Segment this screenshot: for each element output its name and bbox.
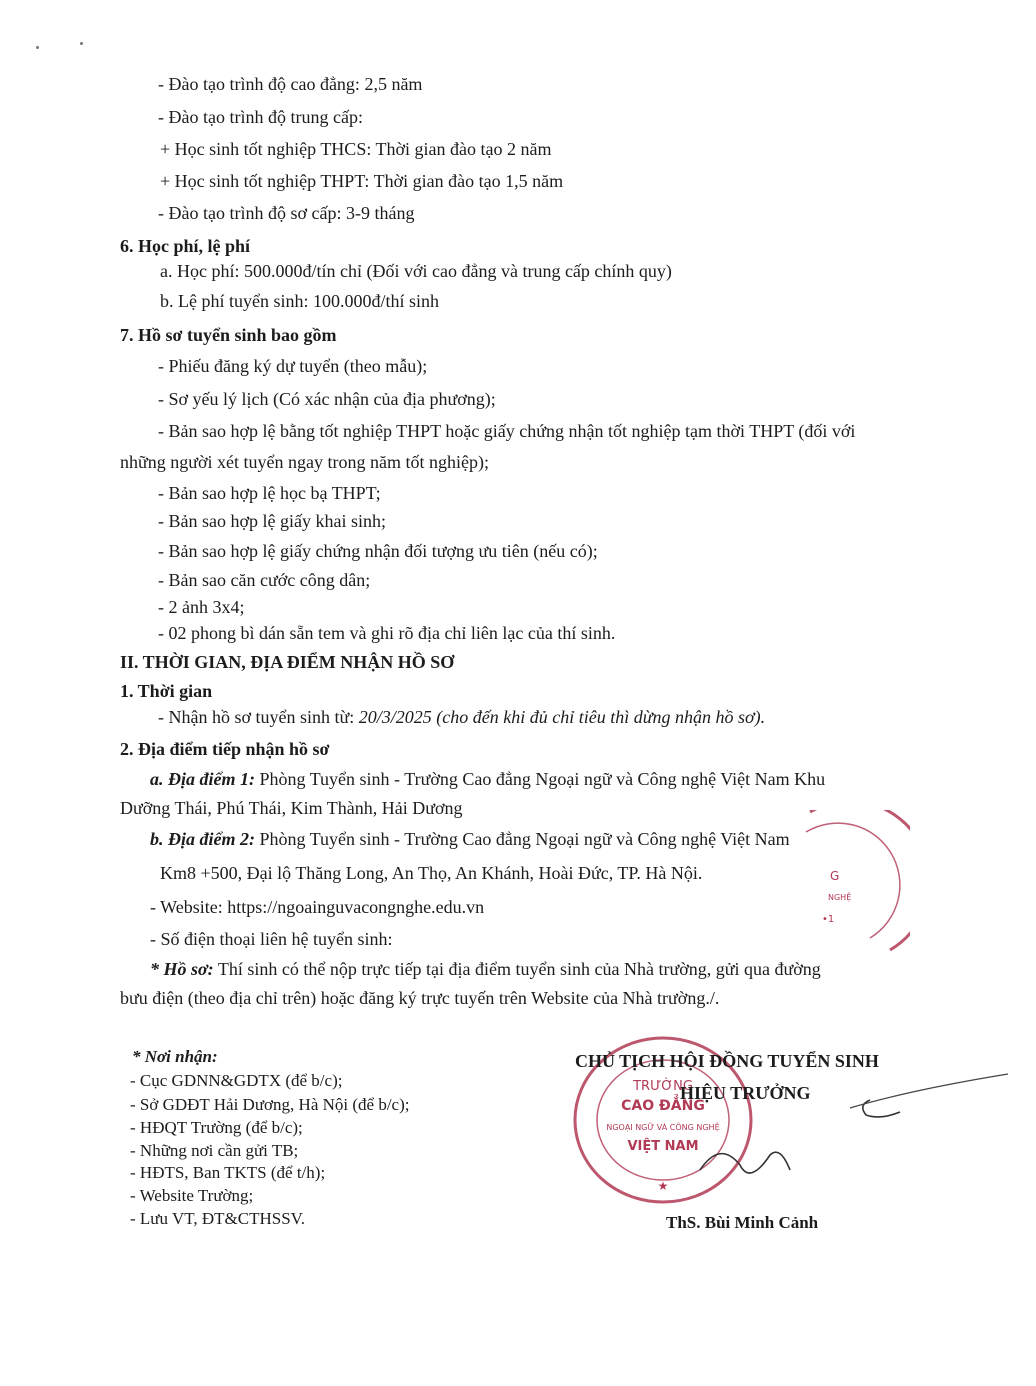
signer-name: ThS. Bùi Minh Cảnh xyxy=(666,1213,819,1232)
document-line: - Bản sao hợp lệ giấy chứng nhận đối tượng ưu tiên (nếu có); xyxy=(158,541,598,561)
document-line: - 2 ảnh 3x4; xyxy=(158,597,245,617)
svg-text:G: G xyxy=(830,869,840,883)
fee-line: b. Lệ phí tuyển sinh: 100.000đ/thí sinh xyxy=(160,291,439,311)
recipient-item: - HĐQT Trường (để b/c); xyxy=(130,1118,303,1137)
recipient-item: - Sở GDĐT Hải Dương, Hà Nội (để b/c); xyxy=(130,1095,410,1114)
seal-text: TRƯỜNG xyxy=(633,1079,693,1094)
svg-text:★: ★ xyxy=(657,1179,669,1193)
time-value: 20/3/2025 (cho đến khi đủ chỉ tiêu thì dừng nhận hồ sơ). xyxy=(358,707,766,727)
place2-text: Phòng Tuyển sinh - Trường Cao đẳng Ngoại ngữ và Công nghệ Việt Nam xyxy=(255,829,790,849)
time-prefix: - Nhận hồ sơ tuyển sinh từ: xyxy=(158,707,359,727)
document-line: - Bản sao hợp lệ học bạ THPT; xyxy=(158,483,381,503)
signature-title-1: CHỦ TỊCH HỘI ĐỒNG TUYỂN SINH xyxy=(575,1051,879,1071)
recipient-item: - Website Trường; xyxy=(130,1186,254,1205)
place2-line xyxy=(150,828,790,850)
fee-line: a. Học phí: 500.000đ/tín chỉ (Đối với cao đẳng và trung cấp chính quy) xyxy=(160,261,672,281)
document-line: - 02 phong bì dán sẵn tem và ghi rõ địa chỉ liên lạc của thí sinh. xyxy=(158,623,616,643)
handwritten-signature xyxy=(690,1060,1010,1200)
website-line: - Website: https://ngoainguvacongnghe.edu.vn xyxy=(150,897,485,917)
document-line: - Bản sao hợp lệ giấy khai sinh; xyxy=(158,511,386,531)
recipient-item: - Những nơi cần gửi TB; xyxy=(130,1141,299,1160)
document-line: - Bản sao hợp lệ bằng tốt nghiệp THPT hoặc giấy chứng nhận tốt nghiệp tạm thời THPT (đối với xyxy=(158,421,856,441)
document-line: - Phiếu đăng ký dự tuyển (theo mẫu); xyxy=(158,356,428,376)
signature-title-2: HIỆU TRƯỞNG xyxy=(680,1083,811,1103)
phone-line: - Số điện thoại liên hệ tuyển sinh: xyxy=(150,929,393,949)
place2-line2: Km8 +500, Đại lộ Thăng Long, An Thọ, An Khánh, Hoài Đức, TP. Hà Nội. xyxy=(160,863,703,883)
seal-text: NGOẠI NGỮ VÀ CÔNG NGHỆ xyxy=(606,1123,720,1132)
place2-label: b. Địa điểm 2: xyxy=(150,829,255,849)
fees-heading: 6. Học phí, lệ phí xyxy=(120,236,251,256)
recipient-item: - Lưu VT, ĐT&CTHSSV. xyxy=(130,1209,305,1228)
svg-text:•1: •1 xyxy=(822,914,835,925)
place1-text: Phòng Tuyển sinh - Trường Cao đẳng Ngoại ngữ và Công nghệ Việt Nam Khu xyxy=(255,769,826,789)
partial-seal-stamp xyxy=(800,810,910,960)
seal-text: VIỆT NAM xyxy=(627,1139,699,1154)
scan-speck xyxy=(80,42,83,45)
svg-text:NGHỆ: NGHỆ xyxy=(828,893,852,902)
note-label: * Hồ sơ: xyxy=(150,959,214,979)
training-line: - Đào tạo trình độ trung cấp: xyxy=(158,107,363,127)
scan-speck xyxy=(36,46,39,49)
training-line: - Đào tạo trình độ sơ cấp: 3-9 tháng xyxy=(158,203,415,223)
recipient-item: - Cục GDNN&GDTX (để b/c); xyxy=(130,1071,343,1090)
documents-heading: 7. Hồ sơ tuyển sinh bao gồm xyxy=(120,325,337,345)
place1-line xyxy=(150,768,825,790)
place1-line2: Dưỡng Thái, Phú Thái, Kim Thành, Hải Dương xyxy=(120,798,463,818)
document-line: những người xét tuyển ngay trong năm tốt nghiệp); xyxy=(120,452,489,472)
time-heading: 1. Thời gian xyxy=(120,681,213,701)
time-place-heading: II. THỜI GIAN, ĐỊA ĐIỂM NHẬN HỒ SƠ xyxy=(120,652,455,672)
place-heading: 2. Địa điểm tiếp nhận hồ sơ xyxy=(120,739,330,759)
time-line xyxy=(158,706,765,728)
training-line: - Đào tạo trình độ cao đẳng: 2,5 năm xyxy=(158,74,423,94)
note-text: Thí sinh có thể nộp trực tiếp tại địa điểm tuyển sinh của Nhà trường, gửi qua đường xyxy=(213,959,821,979)
document-line: - Bản sao căn cước công dân; xyxy=(158,570,371,590)
training-line: + Học sinh tốt nghiệp THCS: Thời gian đào tạo 2 năm xyxy=(160,139,552,159)
recipient-item: - HĐTS, Ban TKTS (để t/h); xyxy=(130,1163,326,1182)
note-line2: bưu điện (theo địa chỉ trên) hoặc đăng ký trực tuyến trên Website của Nhà trường./. xyxy=(120,988,720,1008)
training-line: + Học sinh tốt nghiệp THPT: Thời gian đào tạo 1,5 năm xyxy=(160,171,564,191)
note-line xyxy=(150,958,821,980)
place1-label: a. Địa điểm 1: xyxy=(150,769,255,789)
recipients-heading: * Nơi nhận: xyxy=(132,1047,218,1066)
seal-text: CAO ĐẲNG xyxy=(621,1098,705,1114)
document-line: - Sơ yếu lý lịch (Có xác nhận của địa phương); xyxy=(158,389,496,409)
